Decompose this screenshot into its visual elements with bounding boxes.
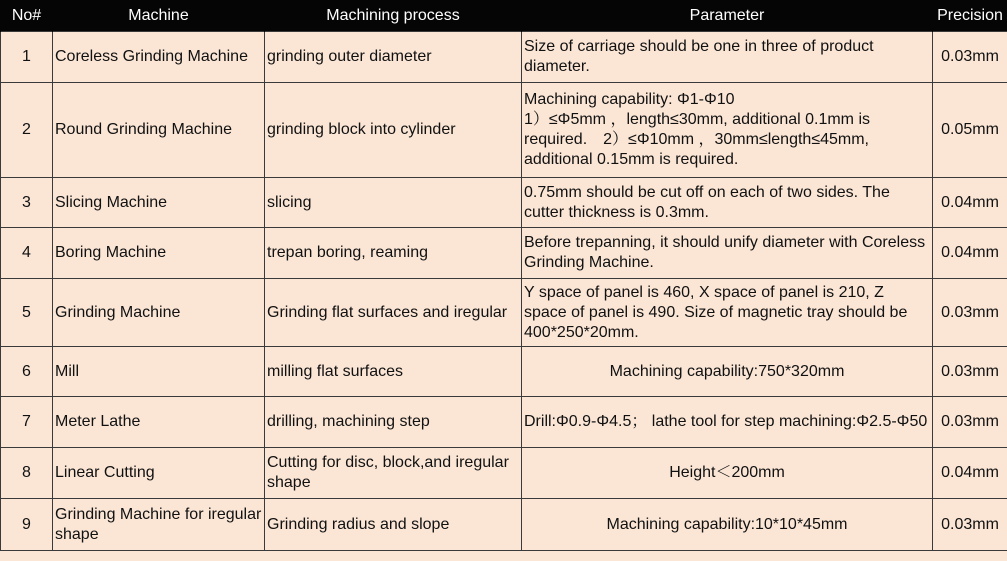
cell-machine: Meter Lathe — [53, 397, 265, 448]
cell-process: grinding block into cylinder — [265, 83, 522, 178]
cell-parameter: Machining capability: Φ1-Φ10 1）≤Φ5mm ，length≤30mm, additional 0.1mm is required. 2）≤Φ10mm ，30mm≤length≤45mm, additional 0.15mm is required. — [522, 83, 933, 178]
cell-no: 4 — [1, 228, 53, 279]
cell-process: Cutting for disc, block,and iregular shape — [265, 448, 522, 499]
cell-process: Grinding flat surfaces and iregular — [265, 279, 522, 347]
cell-precision: 0.05mm — [933, 83, 1007, 178]
cell-precision: 0.04mm — [933, 228, 1007, 279]
cell-process: milling flat surfaces — [265, 347, 522, 397]
cell-no: 9 — [1, 499, 53, 551]
cell-no: 3 — [1, 178, 53, 228]
cell-precision: 0.04mm — [933, 448, 1007, 499]
table-row — [1, 347, 1007, 397]
cell-process: drilling, machining step — [265, 397, 522, 448]
cell-machine: Grinding Machine for iregular shape — [53, 499, 265, 551]
header-machine: Machine — [53, 0, 265, 32]
cell-process: slicing — [265, 178, 522, 228]
cell-no: 7 — [1, 397, 53, 448]
cell-no: 8 — [1, 448, 53, 499]
cell-parameter: Size of carriage should be one in three of product diameter. — [522, 32, 933, 83]
cell-machine: Grinding Machine — [53, 279, 265, 347]
cell-machine: Boring Machine — [53, 228, 265, 279]
table-row — [1, 448, 1007, 499]
table-row — [1, 397, 1007, 448]
cell-precision: 0.04mm — [933, 178, 1007, 228]
header-precision: Precision — [933, 0, 1007, 32]
header-process: Machining process — [265, 0, 522, 32]
cell-no: 1 — [1, 32, 53, 83]
cell-machine: Slicing Machine — [53, 178, 265, 228]
cell-machine: Round Grinding Machine — [53, 83, 265, 178]
cell-parameter: Machining capability:10*10*45mm — [522, 499, 933, 551]
cell-machine: Linear Cutting — [53, 448, 265, 499]
cell-process: trepan boring, reaming — [265, 228, 522, 279]
cell-process: grinding outer diameter — [265, 32, 522, 83]
cell-no: 5 — [1, 279, 53, 347]
table-row — [1, 228, 1007, 279]
cell-process: Grinding radius and slope — [265, 499, 522, 551]
cell-machine: Coreless Grinding Machine — [53, 32, 265, 83]
table-row — [1, 178, 1007, 228]
cell-parameter: Machining capability:750*320mm — [522, 347, 933, 397]
table-row — [1, 32, 1007, 83]
cell-machine: Mill — [53, 347, 265, 397]
header-no: No# — [1, 0, 53, 32]
table-row — [1, 83, 1007, 178]
table-row — [1, 499, 1007, 551]
table-row — [1, 279, 1007, 347]
cell-parameter: Height＜200mm — [522, 448, 933, 499]
cell-parameter: Before trepanning, it should unify diameter with Coreless Grinding Machine. — [522, 228, 933, 279]
cell-no: 2 — [1, 83, 53, 178]
cell-precision: 0.03mm — [933, 397, 1007, 448]
cell-precision: 0.03mm — [933, 347, 1007, 397]
header-parameter: Parameter — [522, 0, 933, 32]
cell-parameter: 0.75mm should be cut off on each of two sides. The cutter thickness is 0.3mm. — [522, 178, 933, 228]
header-row — [1, 0, 1007, 32]
cell-parameter: Y space of panel is 460, X space of panel is 210, Z space of panel is 490. Size of magnetic tray should be 400*250*20mm. — [522, 279, 933, 347]
cell-no: 6 — [1, 347, 53, 397]
cell-precision: 0.03mm — [933, 32, 1007, 83]
cell-precision: 0.03mm — [933, 499, 1007, 551]
cell-parameter: Drill:Φ0.9-Φ4.5； lathe tool for step machining:Φ2.5-Φ50 — [522, 397, 933, 448]
cell-precision: 0.03mm — [933, 279, 1007, 347]
